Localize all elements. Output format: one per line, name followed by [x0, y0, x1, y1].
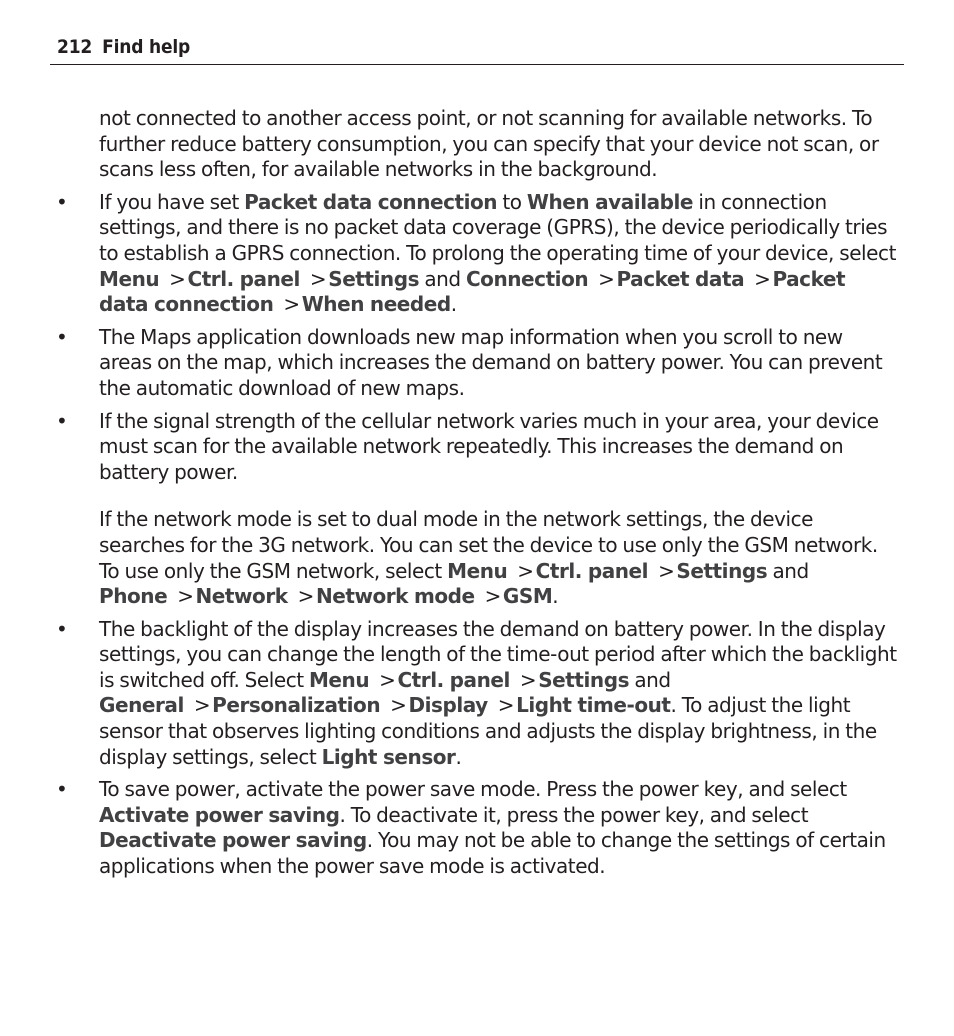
bullet-text: The backlight of the display increases the demand on battery power. In the display settings, you can change the length of the time-out period after which the backlight is switched off. Select Menu > Ctrl. panel > Settings and General > Personalization > Display > Light time-out. To adjust the light sensor that observes lighting conditions and adjusts the display brightness, in the display settings, select Light sensor. [99, 616, 897, 769]
bullet-dot: • [56, 189, 68, 214]
menu-path-item: Ctrl. panel [535, 558, 649, 583]
menu-path-item: Connection [465, 266, 589, 291]
menu-path-item: Ctrl. panel [187, 266, 300, 291]
section-title: Find help [102, 36, 191, 58]
bullet-dot: • [56, 616, 68, 641]
menu-path-item: Network mode [315, 584, 475, 609]
menu-path-item: Network [195, 584, 288, 609]
path-separator: > [517, 558, 534, 583]
bullet-dot: • [56, 408, 68, 433]
path-separator: > [193, 693, 211, 718]
path-separator: > [519, 667, 537, 692]
menu-path-item: Settings [538, 667, 630, 692]
menu-path-item: When available [526, 189, 694, 214]
menu-path-item: Personalization [212, 693, 381, 718]
bullet-item-power-save [0, 777, 954, 879]
bullet-dot: • [56, 324, 68, 349]
page-header [50, 36, 904, 65]
path-separator: > [484, 584, 501, 609]
bullet-item-maps [0, 325, 954, 402]
menu-path-item: Packet data [616, 266, 745, 291]
path-separator: > [598, 266, 615, 291]
page-content [0, 106, 954, 880]
bullet-extra-text: If the network mode is set to dual mode in the network settings, the device searches for the 3G network. You can set the device to use only the GSM network. To use only the GSM network, select Menu > Ctrl. panel > Settings and Phone > Network > Network mode > GSM. [99, 507, 878, 609]
menu-path-item: Display [408, 693, 488, 718]
continuation-paragraph: not connected to another access point, or not scanning for available networks. To further reduce battery consumption, you can specify that your device not scan, or scans less often, for available networks in the background. [99, 106, 879, 182]
path-separator: > [309, 266, 327, 291]
menu-path-item: Deactivate power saving [99, 828, 367, 853]
bullet-dot: • [56, 777, 68, 802]
menu-path-item: General [99, 693, 184, 718]
bullet-text: The Maps application downloads new map information when you scroll to new areas on the map, which increases the demand on battery power. You can prevent the automatic download of new maps. [99, 324, 883, 400]
path-separator: > [497, 693, 515, 718]
menu-path-item: Activate power saving [99, 802, 340, 827]
menu-path-item: GSM [502, 584, 553, 609]
path-separator: > [177, 584, 194, 609]
menu-path-item: Ctrl. panel [397, 667, 510, 692]
page-number: 212 [57, 36, 93, 58]
path-separator: > [283, 292, 300, 317]
menu-path-item: Menu [308, 667, 370, 692]
menu-path-item: Menu [447, 558, 508, 583]
bullet-text: If the signal strength of the cellular network varies much in your area, your device must scan for the available network repeatedly. This increases the demand on battery power. [99, 408, 879, 484]
bullet-item-packet-data [0, 190, 954, 318]
path-separator: > [169, 266, 186, 291]
menu-path-item: Phone [99, 584, 168, 609]
bullet-item-backlight [0, 617, 954, 771]
menu-path-item: Menu [99, 266, 160, 291]
menu-path-item: Packet data connection [99, 266, 846, 317]
path-separator: > [379, 667, 396, 692]
menu-path-item: When needed [301, 292, 451, 317]
menu-path-item: Settings [328, 266, 420, 291]
path-separator: > [754, 266, 771, 291]
bullet-text: If you have set Packet data connection to When available in connection settings, and there is no packet data coverage (GPRS), the device periodically tries to establish a GPRS connection. To prolong the operating time of your device, select Menu > Ctrl. panel > Settings and Connection > Packet data > Packet data connection > When needed. [99, 189, 896, 317]
path-separator: > [658, 558, 675, 583]
menu-path-item: Packet data connection [244, 189, 498, 214]
menu-path-item: Settings [676, 558, 768, 583]
menu-path-item: Light sensor [321, 744, 456, 769]
bullet-text: To save power, activate the power save mode. Press the power key, and select Activate power saving. To deactivate it, press the power key, and select Deactivate power saving. You may not be able to change the settings of certain applications when the power save mode is activated. [99, 777, 886, 879]
path-separator: > [297, 584, 314, 609]
path-separator: > [390, 693, 407, 718]
bullet-item-signal-strength [0, 409, 954, 610]
menu-path-item: Light time-out [516, 693, 671, 718]
